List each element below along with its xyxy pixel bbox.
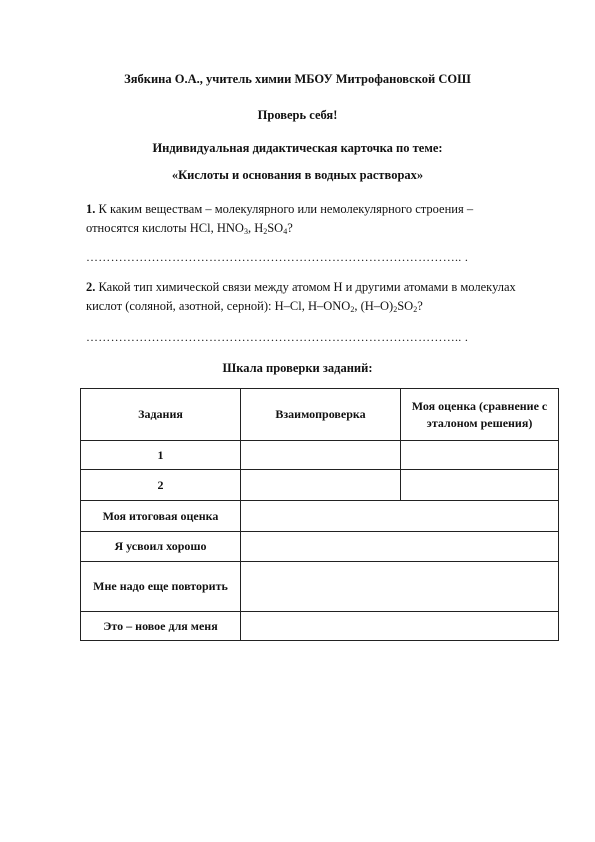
- learned-well-cell[interactable]: [241, 532, 559, 562]
- final-grade-cell[interactable]: [241, 501, 559, 532]
- answer-line-2[interactable]: ……………………………………………………………………………….. .: [86, 330, 469, 344]
- question-1-number: 1.: [86, 202, 96, 216]
- my-grade-cell-1[interactable]: [401, 441, 559, 470]
- table-row: [81, 532, 559, 562]
- author-line: Зябкина О.А., учитель химии МБОУ Митрофановской СОШ: [124, 72, 471, 86]
- my-grade-cell-2[interactable]: [401, 470, 559, 501]
- question-2-number: 2.: [86, 280, 96, 294]
- question-2: 2. Какой тип химической связи между атомом H и другими атомами в молекулах кислот (соляной, азотной, серной): H–Cl, $H-ONO_2$, $(H-O)_2SO_2$?: [86, 280, 516, 314]
- topic-title: «Кислоты и основания в водных растворах»: [171, 168, 424, 182]
- check-scale-table: [80, 388, 559, 641]
- scale-title: Шкала проверки заданий:: [222, 361, 373, 375]
- table-header-row: [81, 389, 559, 441]
- need-repeat-cell[interactable]: [241, 562, 559, 612]
- card-title: Индивидуальная дидактическая карточка по теме:: [152, 141, 443, 155]
- answer-line-1[interactable]: ……………………………………………………………………………….. .: [86, 250, 469, 264]
- table-row: [81, 562, 559, 612]
- peer-check-cell-1[interactable]: [241, 441, 401, 470]
- need-repeat-label: Мне надо еще повторить: [81, 562, 241, 612]
- task-number-1: 1: [81, 441, 241, 470]
- question-1-text: К каким веществам – молекулярного или немолекулярного строения – относятся кислоты HCl, HNO: [86, 202, 474, 235]
- table-row: [81, 441, 559, 470]
- check-title: Проверь себя!: [257, 108, 338, 122]
- peer-check-cell-2[interactable]: [241, 470, 401, 501]
- question-2-text: Какой тип химической связи между атомом H и другими атомами в молекулах кислот (соляной, азотной, серной): H–Cl, H–ONO: [86, 280, 516, 313]
- table-row: [81, 501, 559, 532]
- new-for-me-cell[interactable]: [241, 612, 559, 641]
- final-grade-label: Моя итоговая оценка: [81, 501, 241, 532]
- header-peer-check: Взаимопроверка: [241, 389, 401, 441]
- learned-well-label: Я усвоил хорошо: [81, 532, 241, 562]
- task-number-2: 2: [81, 470, 241, 501]
- question-1: 1. К каким веществам – молекулярного или немолекулярного строения – относятся кислоты HCl, $HNO_3$, $H_2SO_4$?: [86, 202, 474, 236]
- table-row: [81, 470, 559, 501]
- header-tasks: Задания: [81, 389, 241, 441]
- new-for-me-label: Это – новое для меня: [81, 612, 241, 641]
- table-row: [81, 612, 559, 641]
- header-my-grade: Моя оценка (сравнение с эталоном решения): [401, 389, 559, 441]
